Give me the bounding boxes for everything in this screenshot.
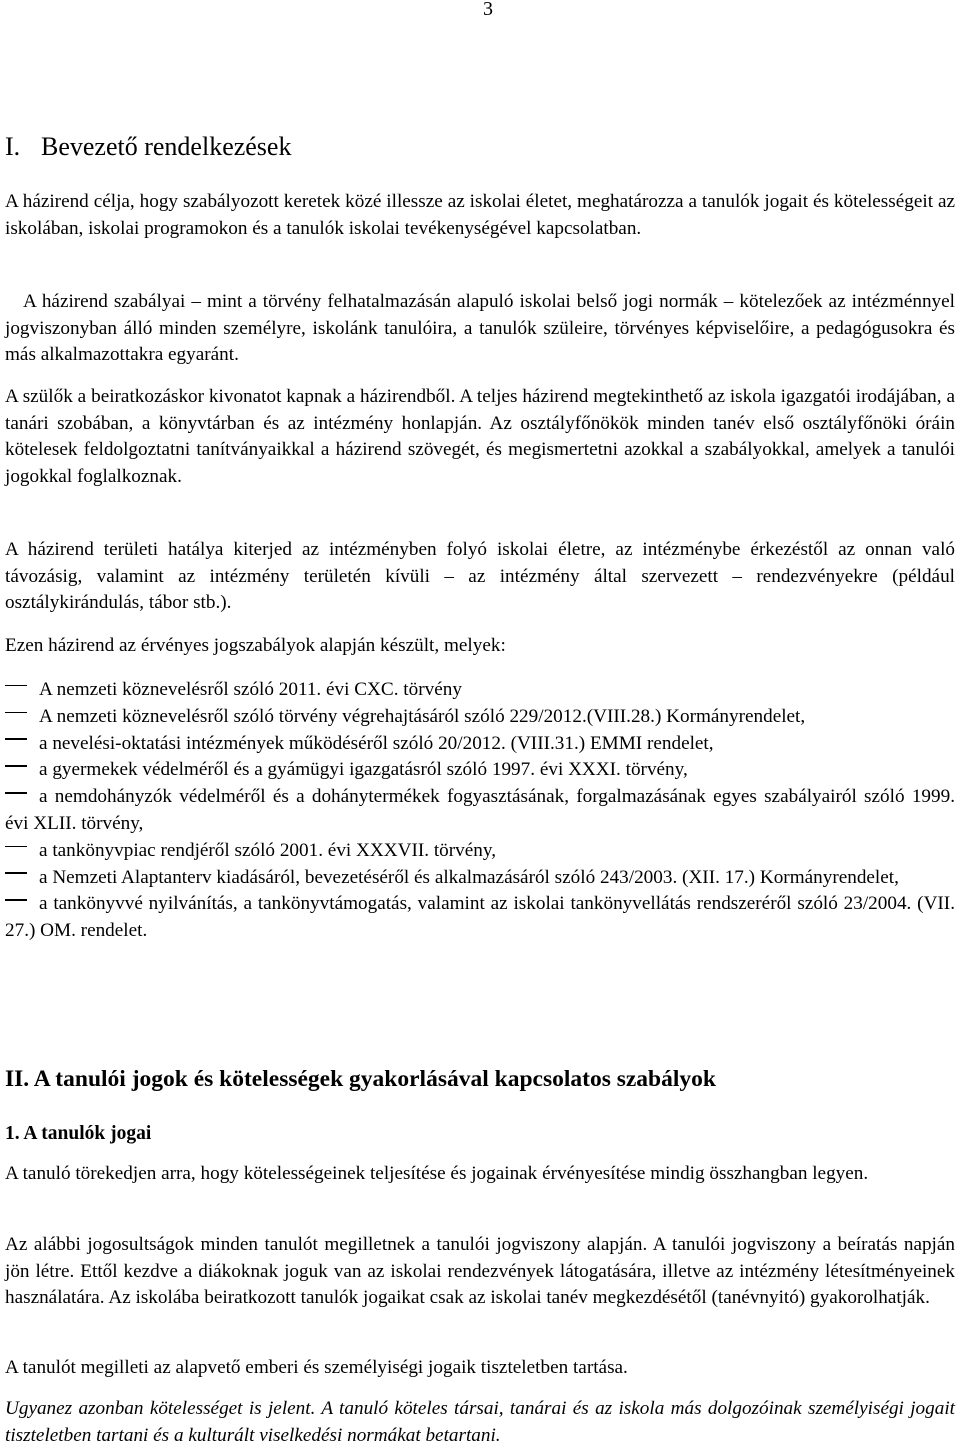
section-1-number: I. — [5, 132, 21, 161]
dash-icon — [5, 860, 39, 887]
law-list-item: a gyermekek védelméről és a gyámügyi igazgatásról szóló 1997. évi XXXI. törvény, — [5, 757, 955, 784]
dash-icon — [5, 672, 39, 699]
section-1-heading — [5, 131, 291, 163]
law-list-item: A nemzeti köznevelésről szóló törvény végrehajtásáról szóló 229/2012.(VIII.28.) Kormányrendelet, — [5, 704, 955, 731]
rights-paragraph-entitlements: Az alábbi jogosultságok minden tanulót megilletnek a tanulói jogviszony alapján. A tanulói jogviszony a beíratás napján jön létre. Ettől kezdve a diákoknak joguk van az iskolai rendezvények látogatására, illetve az intézmény létesítményeinek használatára. Az iskolába beiratkozott tanulók jogaikat csak az iskolai tanév megkezdésétől (tanévnyitó) gyakorolhatják. — [5, 1234, 955, 1308]
dash-icon — [5, 699, 39, 726]
section-1-title: Bevezető rendelkezések — [41, 132, 292, 161]
rights-paragraph-obligation: Ugyanez azonban kötelességet is jelent. A tanuló köteles társai, tanárai és az iskola más dolgozóinak személyiségi jogait tiszteletben tartani és a kulturált viselkedési normákat betartani. — [5, 1398, 955, 1446]
dash-icon — [5, 833, 39, 860]
page-number: 3 — [483, 0, 493, 20]
dash-icon — [5, 726, 39, 753]
law-list-item: a nevelési-oktatási intézmények működéséről szóló 20/2012. (VIII.31.) EMMI rendelet, — [5, 731, 955, 758]
rights-paragraph-human-rights: A tanulót megilleti az alapvető emberi és személyiségi jogaik tiszteletben tartása. — [5, 1357, 628, 1378]
law-list-item: a nemdohányzók védelméről és a dohánytermékek fogyasztásának, forgalmazásának egyes szabályairól szóló 1999. évi XLII. törvény, — [5, 784, 955, 838]
intro-paragraph-territorial-scope: A házirend területi hatálya kiterjed az intézményben folyó iskolai életre, az intézménybe érkezéstől az onnan való távozásig, valamint az intézmény területén kívüli – az intézmény által szervezett – rendezvényekre (például osztálykirándulás, tábor stb.). — [5, 539, 955, 613]
intro-paragraph-scope-persons: A házirend szabályai – mint a törvény felhatalmazásán alapuló iskolai belső jogi normák – kötelezőek az intézménnyel jogviszonyban álló minden személyre, iskolánk tanulóira, a tanulók szüleire, törvényes képviselőire, a pedagógusokra és más alkalmazottakra egyaránt. — [5, 291, 955, 365]
dash-icon — [5, 752, 39, 779]
law-list-item: a tankönyvpiac rendjéről szóló 2001. évi XXXVII. törvény, — [5, 838, 955, 865]
law-list-item: a Nemzeti Alaptanterv kiadásáról, bevezetéséről és alkalmazásáról szóló 243/2003. (XII. 17.) Kormányrendelet, — [5, 865, 955, 892]
law-list-item: a tankönyvvé nyilvánítás, a tankönyvtámogatás, valamint az iskolai tankönyvellátás rendszeréről szóló 23/2004. (VII. 27.) OM. rendelet. — [5, 891, 955, 945]
intro-paragraph-legal-basis: Ezen házirend az érvényes jogszabályok alapján készült, melyek: — [5, 635, 506, 656]
dash-icon — [5, 886, 39, 913]
law-list — [5, 677, 955, 945]
subsection-1-heading: 1. A tanulók jogai — [5, 1123, 152, 1144]
intro-paragraph-access: A szülők a beiratkozáskor kivonatot kapnak a házirendből. A teljes házirend megtekinthető az iskola igazgatói irodájában, a tanári szobában, a könyvtárban és az intézmény honlapján. Az osztályfőnökök minden tanév első osztályfőnöki óráin kötelesek feldolgoztatni tanítványaikkal a házirend szövegét, és megismertetni azokkal a szabályokkal, amelyek a tanulói jogokkal foglalkoznak. — [5, 386, 955, 487]
law-list-item: A nemzeti köznevelésről szóló 2011. évi CXC. törvény — [5, 677, 955, 704]
intro-paragraph-purpose: A házirend célja, hogy szabályozott keretek közé illessze az iskolai életet, meghatározza a tanulók jogait és kötelességeit az iskolában, iskolai programokon és a tanulók iskolai tevékenységével kapcsolatban. — [5, 191, 955, 239]
section-2-heading: II. A tanulói jogok és kötelességek gyakorlásával kapcsolatos szabályok — [5, 1066, 716, 1092]
dash-icon — [5, 779, 39, 806]
rights-paragraph-balance: A tanuló törekedjen arra, hogy kötelességeinek teljesítése és jogainak érvényesítése mindig összhangban legyen. — [5, 1163, 869, 1184]
